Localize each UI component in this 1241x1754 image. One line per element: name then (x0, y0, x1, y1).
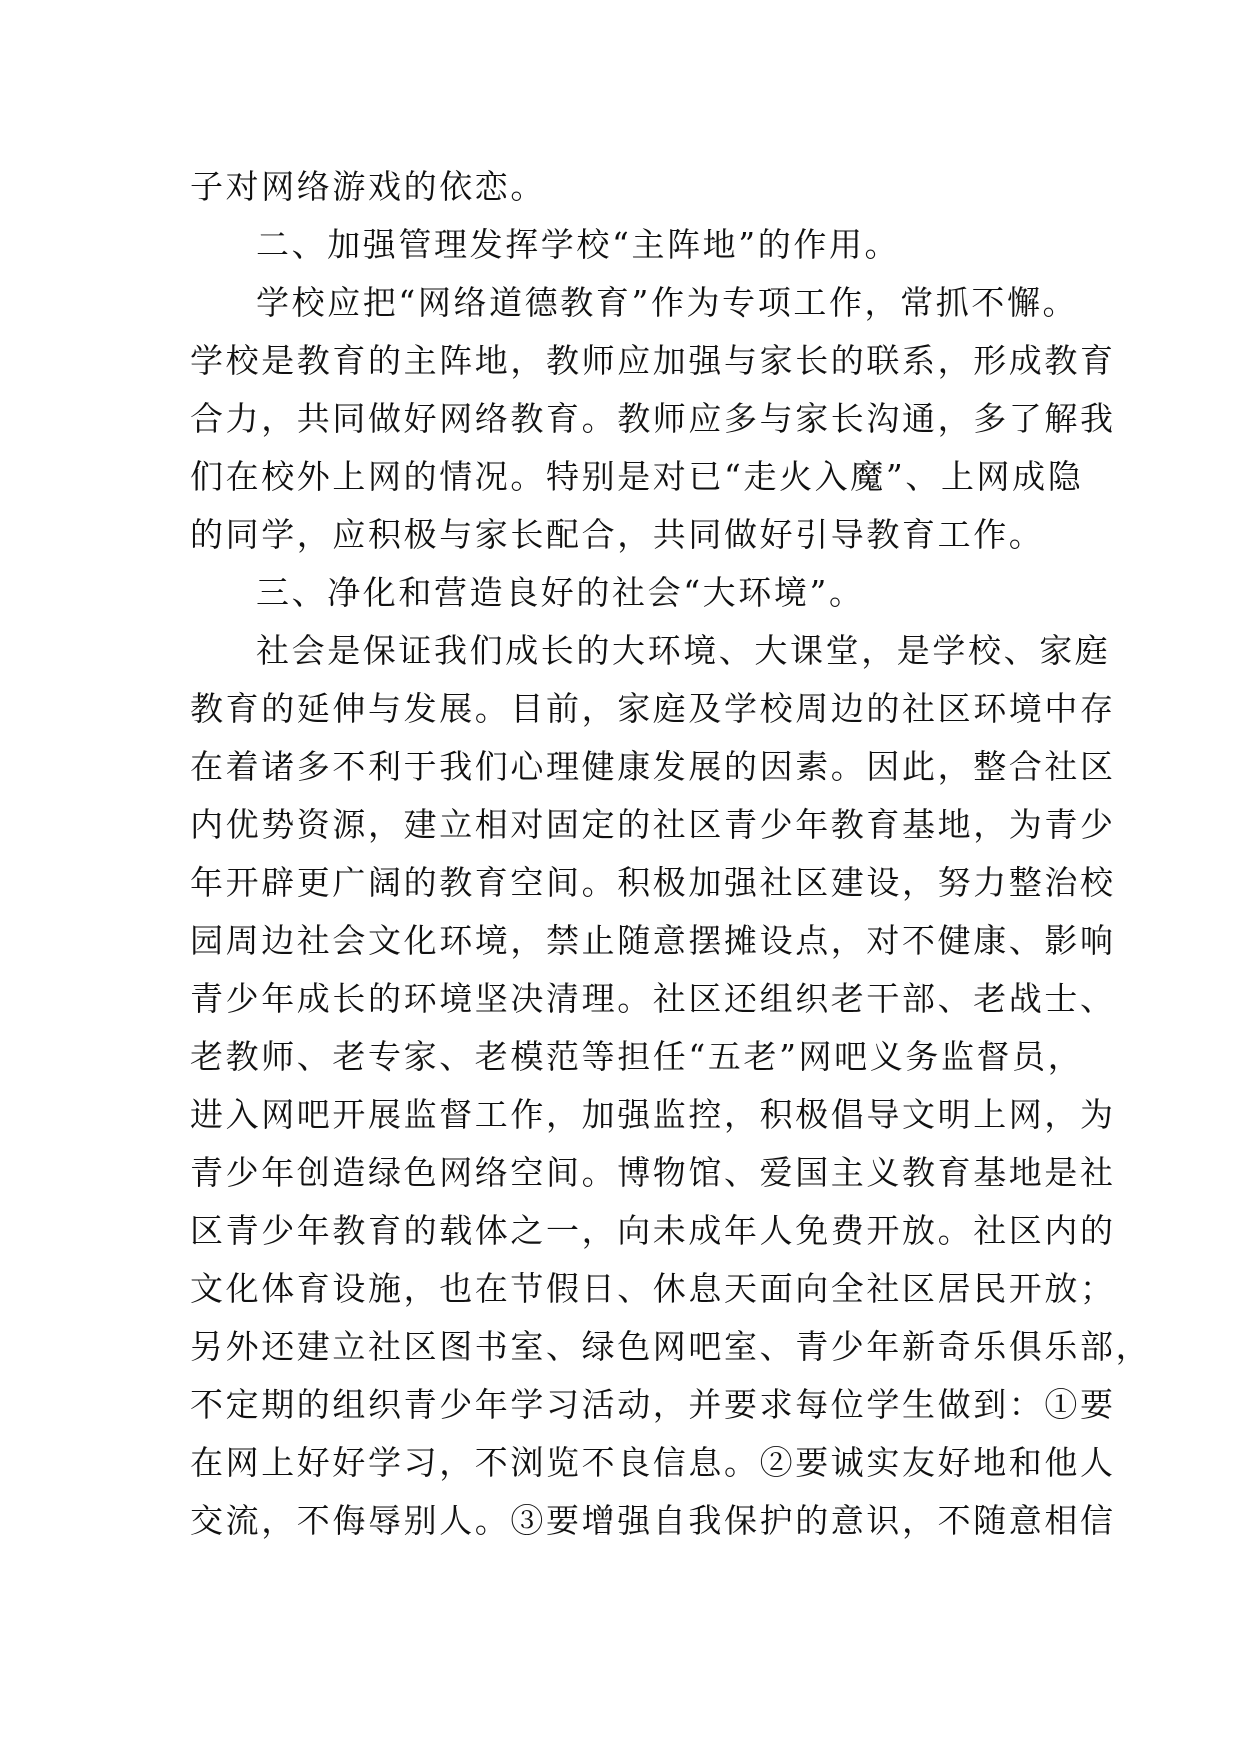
text-line: 教育的延伸与发展。目前，家庭及学校周边的社区环境中存 (190, 689, 1116, 728)
text-line: 的同学，应积极与家长配合，共同做好引导教育工作。 (190, 515, 1045, 554)
section-heading: 二、加强管理发挥学校“主阵地”的作用。 (256, 225, 901, 264)
text-line: 合力，共同做好网络教育。教师应多与家长沟通，多了解我 (190, 399, 1116, 438)
text-line: 在着诸多不利于我们心理健康发展的因素。因此，整合社区 (190, 747, 1116, 786)
text-line: 学校应把“网络道德教育”作为专项工作，常抓不懈。 (256, 283, 1079, 322)
text-line: 另外还建立社区图书室、绿色网吧室、青少年新奇乐俱乐部， (190, 1327, 1152, 1366)
text-line: 交流，不侮辱别人。③要增强自我保护的意识，不随意相信 (190, 1501, 1116, 1540)
section-heading: 三、净化和营造良好的社会“大环境”。 (256, 573, 865, 612)
text-line: 青少年成长的环境坚决清理。社区还组织老干部、老战士、 (190, 979, 1116, 1018)
text-line: 学校是教育的主阵地，教师应加强与家长的联系，形成教育 (190, 341, 1116, 380)
text-line: 文化体育设施，也在节假日、休息天面向全社区居民开放； (190, 1269, 1116, 1308)
text-line: 进入网吧开展监督工作，加强监控，积极倡导文明上网，为 (190, 1095, 1116, 1134)
text-line: 不定期的组织青少年学习活动，并要求每位学生做到：①要 (190, 1385, 1116, 1424)
text-line: 社会是保证我们成长的大环境、大课堂，是学校、家庭 (256, 631, 1111, 670)
text-line: 青少年创造绿色网络空间。博物馆、爱国主义教育基地是社 (190, 1153, 1116, 1192)
text-line: 在网上好好学习，不浏览不良信息。②要诚实友好地和他人 (190, 1443, 1116, 1482)
text-line: 区青少年教育的载体之一，向未成年人免费开放。社区内的 (190, 1211, 1116, 1250)
text-line: 园周边社会文化环境，禁止随意摆摊设点，对不健康、影响 (190, 921, 1116, 960)
text-line: 老教师、老专家、老模范等担任“五老”网吧义务监督员， (190, 1037, 1084, 1076)
text-line: 子对网络游戏的依恋。 (190, 167, 546, 206)
body-text (190, 158, 1152, 1550)
text-line: 年开辟更广阔的教育空间。积极加强社区建设，努力整治校 (190, 863, 1116, 902)
text-line: 们在校外上网的情况。特别是对已“走火入魔”、上网成隐 (190, 457, 1084, 496)
text-line: 内优势资源，建立相对固定的社区青少年教育基地，为青少 (190, 805, 1116, 844)
